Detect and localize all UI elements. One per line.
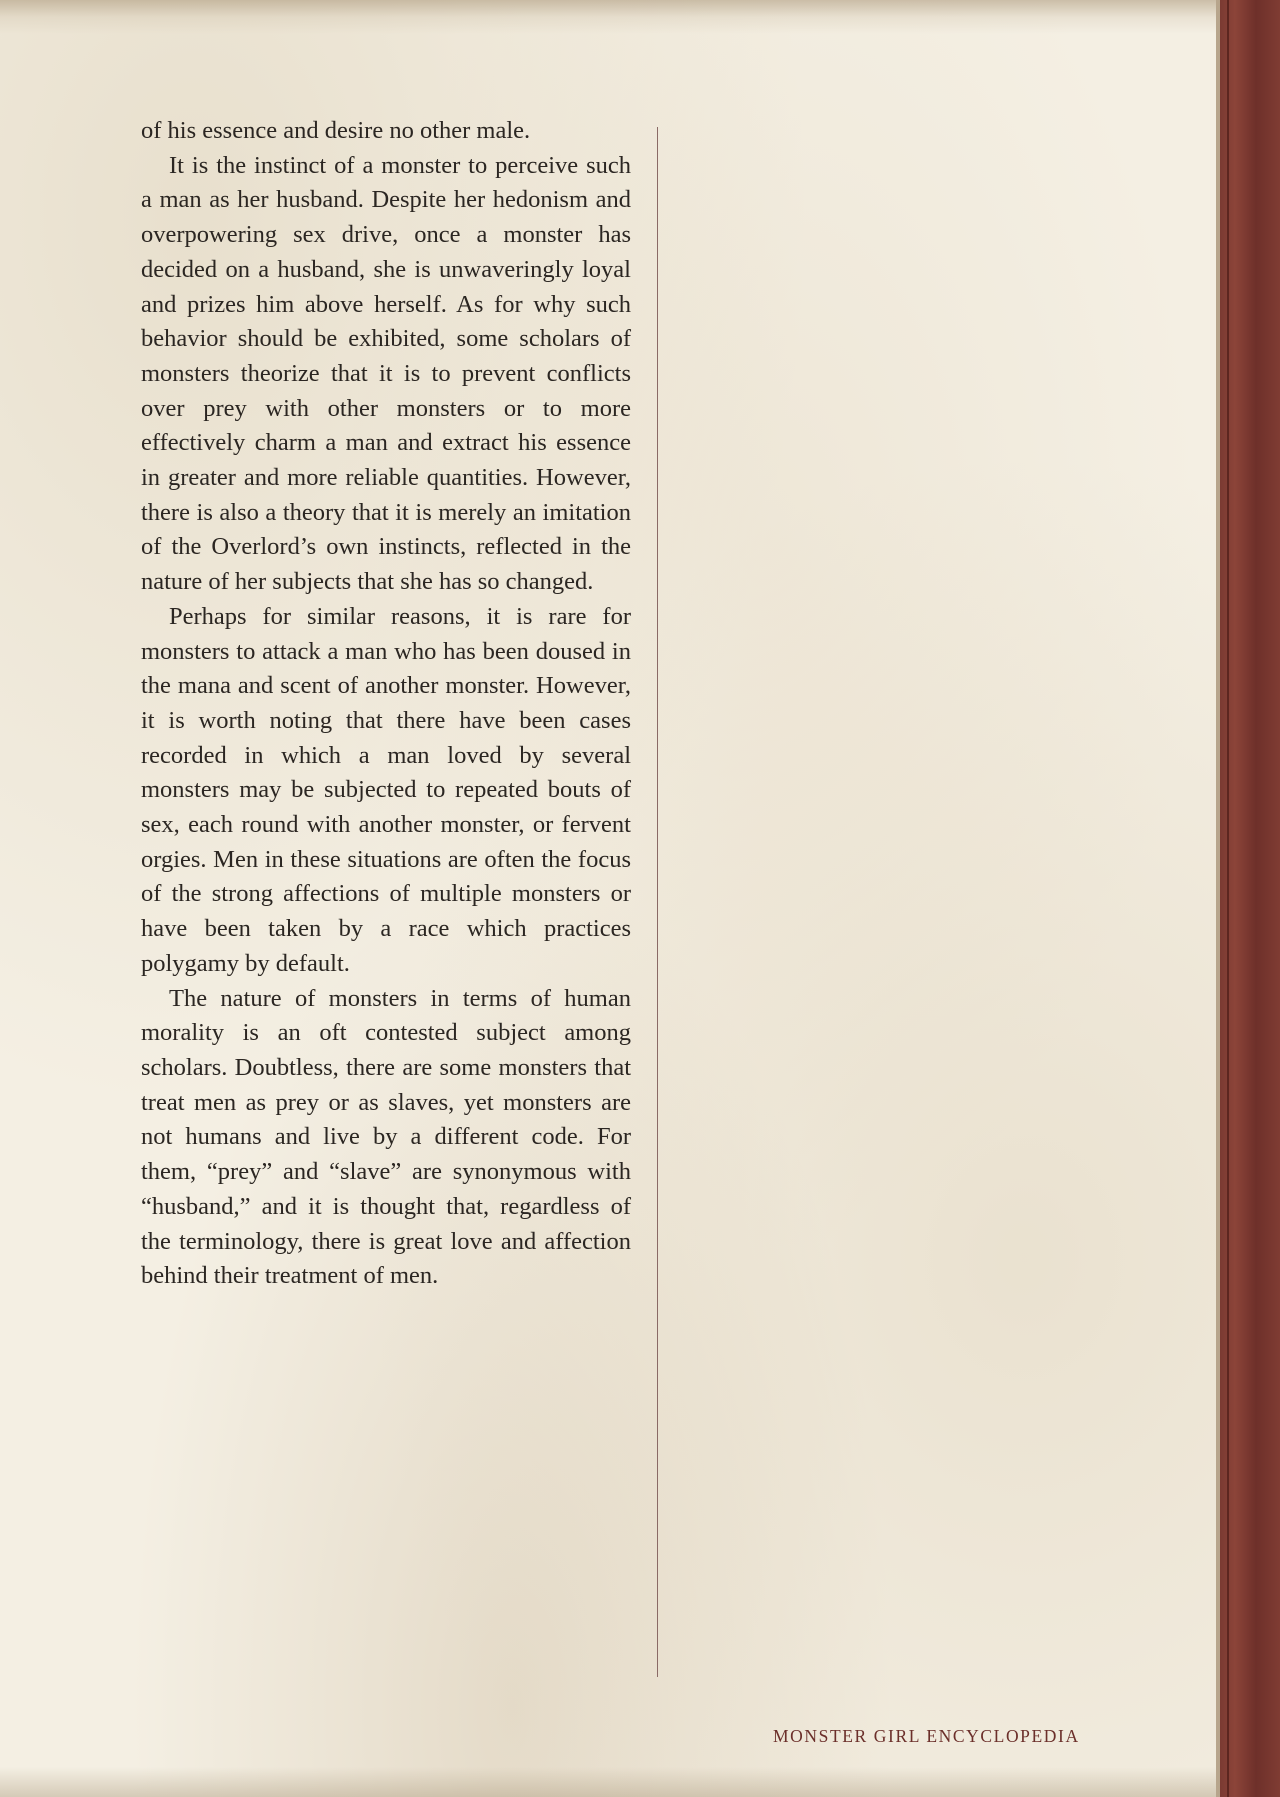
paragraph-continued: of his essence and desire no other male. xyxy=(141,117,531,144)
running-footer-title: MONSTER GIRL ENCYCLOPEDIA xyxy=(773,1726,1080,1746)
column-divider-rule xyxy=(657,127,658,1677)
spine-inner-line xyxy=(1227,0,1229,1797)
paragraph-morality: The nature of monsters in terms of human morality is an oft contested subject among scholars. Doubtless, there are some monsters that treat men as prey or as slaves, yet monsters are not humans and live by a different code. For them, “prey” and “slave” are synonymous with “husband,” and it is thought that, regardless of the terminology, there is great love and affection behind their treatment of men. xyxy=(141,984,631,1290)
body-text-column xyxy=(141,114,631,1294)
paragraph-similar-reasons: Perhaps for similar reasons, it is rare for monsters to attack a man who has been doused in the mana and scent of another monster. However, it is worth noting that there have been cases recorded in which a man loved by several monsters may be subjected to repeated bouts of sex, each round with another monster, or fervent orgies. Men in these situations are often the focus of the strong affections of multiple monsters or have been taken by a race which practices polygamy by default. xyxy=(141,602,631,977)
bottom-edge-stain xyxy=(0,1767,1220,1797)
top-edge-stain xyxy=(0,0,1220,34)
book-spine xyxy=(1220,0,1280,1797)
paragraph-instinct: It is the instinct of a monster to perceive such a man as her husband. Despite her hedonism and overpowering sex drive, once a monster has decided on a husband, she is unwaveringly loyal and prizes him above herself. As for why such behavior should be exhibited, some scholars of monsters theorize that it is to prevent conflicts over prey with other monsters or to more effectively charm a man and extract his essence in greater and more reliable quantities. However, there is also a theory that it is merely an imitation of the Overlord’s own instincts, reflected in the nature of her subjects that she has so changed. xyxy=(141,151,631,596)
